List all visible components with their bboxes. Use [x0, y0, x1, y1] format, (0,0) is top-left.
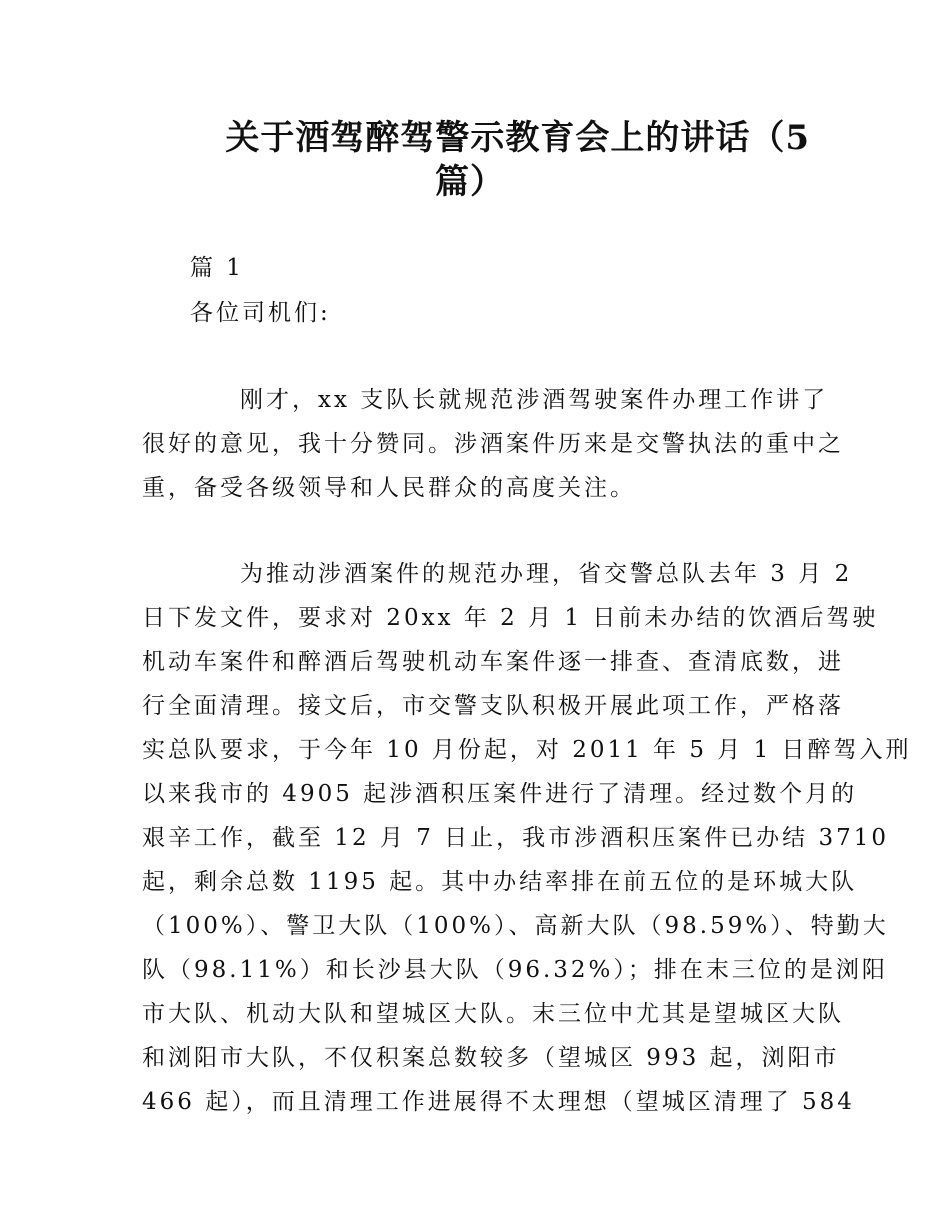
- paragraph-line: 日下发文件，要求对 20xx 年 2 月 1 日前未办结的饮酒后驾驶: [142, 605, 879, 631]
- paragraph-line: 机动车案件和醉酒后驾驶机动车案件逐一排查、查清底数，进: [142, 649, 844, 675]
- paragraph-line: 很好的意见，我十分赞同。涉酒案件历来是交警执法的重中之: [142, 431, 844, 457]
- paragraph-line: 艰辛工作，截至 12 月 7 日止，我市涉酒积压案件已办结 3710: [142, 825, 889, 851]
- document-title-line-1: 关于酒驾醉驾警示教育会上的讲话（5: [225, 118, 810, 158]
- paragraph-line: （100%）、警卫大队（100%）、高新大队（98.59%）、特勤大: [142, 913, 889, 939]
- section-label: 篇 1: [190, 255, 244, 281]
- document-title-line-2: 篇）: [435, 162, 505, 202]
- paragraph-line: 实总队要求，于今年 10 月份起，对 2011 年 5 月 1 日醉驾入刑: [142, 737, 912, 763]
- paragraph-line: 队（98.11%）和长沙县大队（96.32%）；排在末三位的是浏阳: [142, 957, 888, 983]
- paragraph-line: 重，备受各级领导和人民群众的高度关注。: [142, 475, 636, 501]
- paragraph-line: 以来我市的 4905 起涉酒积压案件进行了清理。经过数个月的: [142, 781, 858, 807]
- paragraph-line: 为推动涉酒案件的规范办理，省交警总队去年 3 月 2: [240, 561, 853, 587]
- paragraph-line: 行全面清理。接文后，市交警支队积极开展此项工作，严格落: [142, 693, 844, 719]
- paragraph-line: 起，剩余总数 1195 起。其中办结率排在前五位的是环城大队: [142, 869, 858, 895]
- paragraph-line: 和浏阳市大队，不仅积案总数较多（望城区 993 起，浏阳市: [142, 1045, 840, 1071]
- paragraph-line: 466 起），而且清理工作进展得不太理想（望城区清理了 584: [142, 1089, 855, 1115]
- paragraph-line: 刚才，xx 支队长就规范涉酒驾驶案件办理工作讲了: [240, 387, 829, 413]
- paragraph-line: 市大队、机动大队和望城区大队。末三位中尤其是望城区大队: [142, 1001, 844, 1027]
- salutation: 各位司机们:: [190, 300, 331, 326]
